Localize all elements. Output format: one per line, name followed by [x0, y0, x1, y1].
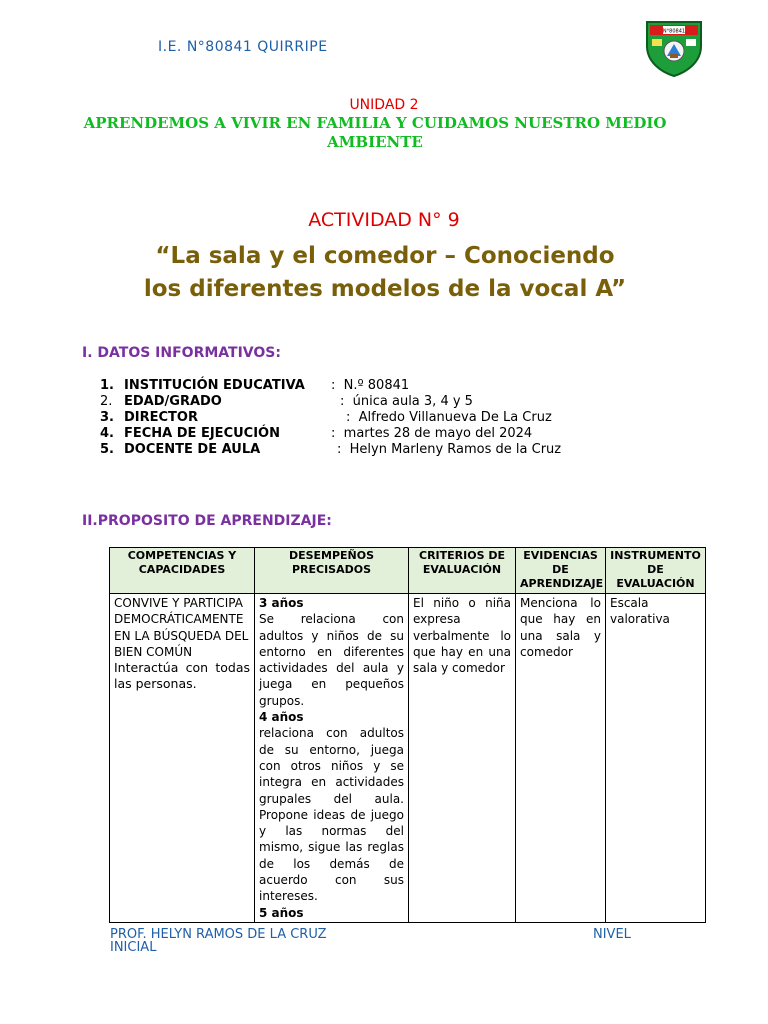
age-3-label: 3 años — [259, 596, 304, 610]
section-1-number: I. — [82, 345, 93, 361]
age-4-text: relaciona con adultos de su entorno, juega con otros niños y se integra en actividades grupales del aula. Propone ideas de juego y las normas del mismo, sigue las reglas de los demás de acuerdo con sus intereses. — [259, 726, 404, 904]
age-3-text: Se relaciona con adultos y niños de su entorno en diferentes actividades del aula y juega en pequeños grupos. — [259, 612, 404, 708]
info-list — [100, 378, 562, 458]
info-item-label: DIRECTOR — [124, 410, 198, 425]
evidencia-text: Menciona lo que hay en una sala y comedor — [520, 596, 601, 659]
footer-level-continued: INICIAL — [110, 940, 157, 955]
header-evidencias: EVIDENCIAS DE APRENDIZAJE — [516, 548, 606, 594]
header-competencias: COMPETENCIAS Y CAPACIDADES — [110, 548, 255, 594]
activity-title-line-1: “La sala y el comedor – Conociendo — [155, 243, 615, 269]
info-item-number: 1. — [100, 378, 114, 393]
crest-label: N°80841 — [662, 28, 686, 35]
purpose-table — [109, 547, 706, 923]
section-1-title: DATOS INFORMATIVOS: — [97, 345, 281, 361]
info-item-label: DOCENTE DE AULA — [124, 442, 261, 457]
capacidad-text: Interactúa con todas las personas. — [114, 660, 250, 692]
activity-number: ACTIVIDAD N° 9 — [308, 209, 460, 231]
instrumento-cell — [606, 594, 706, 923]
criterio-text: El niño o niña expresa verbalmente lo que hay en una sala y comedor — [413, 596, 511, 676]
activity-title-line-2: los diferentes modelos de la vocal A” — [143, 276, 627, 302]
footer-teacher: PROF. HELYN RAMOS DE LA CRUZ — [110, 927, 327, 942]
info-item-value: : Helyn Marleny Ramos de la Cruz — [337, 442, 562, 457]
age-4-label: 4 años — [259, 710, 304, 725]
info-item-label: INSTITUCIÓN EDUCATIVA — [124, 378, 305, 393]
info-item-value: : Alfredo Villanueva De La Cruz — [346, 410, 552, 425]
section-2-heading — [82, 513, 332, 529]
desempenos-cell — [255, 594, 409, 923]
info-item-value: : N.º 80841 — [331, 378, 410, 393]
section-2-number: II. — [82, 513, 98, 529]
info-item-value: : martes 28 de mayo del 2024 — [331, 426, 533, 441]
header-criterios: CRITERIOS DE EVALUACIÓN — [409, 548, 516, 594]
info-item-label: EDAD/GRADO — [124, 394, 222, 409]
criterio-cell — [409, 594, 516, 923]
info-item-value: : única aula 3, 4 y 5 — [340, 394, 473, 409]
school-crest-logo — [643, 16, 705, 78]
section-2-title: PROPOSITO DE APRENDIZAJE: — [97, 513, 332, 529]
info-item — [100, 442, 562, 458]
info-item-number: 4. — [100, 426, 114, 441]
header-instrumento: INSTRUMENTO DE EVALUACIÓN — [606, 548, 706, 594]
section-1-heading — [82, 345, 281, 361]
info-item — [100, 378, 410, 394]
info-item-number: 2. — [100, 394, 113, 409]
footer-level: NIVEL — [593, 927, 631, 942]
info-item — [100, 426, 533, 442]
info-item-number: 3. — [100, 410, 114, 425]
competencia-text: CONVIVE Y PARTICIPA DEMOCRÁTICAMENTE EN LA BÚSQUEDA DEL BIEN COMÚN — [114, 596, 249, 659]
info-item — [100, 410, 552, 426]
info-item-number: 5. — [100, 442, 114, 457]
school-name: I.E. N°80841 QUIRRIPE — [158, 39, 328, 55]
activity-title — [60, 240, 710, 306]
unit-number: UNIDAD 2 — [349, 97, 419, 113]
instrumento-text: Escala valorativa — [610, 596, 670, 627]
unit-title: APRENDEMOS A VIVIR EN FAMILIA Y CUIDAMOS NUESTRO MEDIO AMBIENTE — [83, 114, 667, 151]
table-row — [110, 594, 706, 923]
header-desempenos: DESEMPEÑOS PRECISADOS — [255, 548, 409, 594]
table-header-row — [110, 548, 706, 594]
info-item — [100, 394, 473, 410]
info-item-label: FECHA DE EJECUCIÓN — [124, 426, 280, 441]
age-5-label: 5 años — [259, 905, 304, 920]
evidencia-cell — [516, 594, 606, 923]
competencia-cell — [110, 594, 255, 923]
